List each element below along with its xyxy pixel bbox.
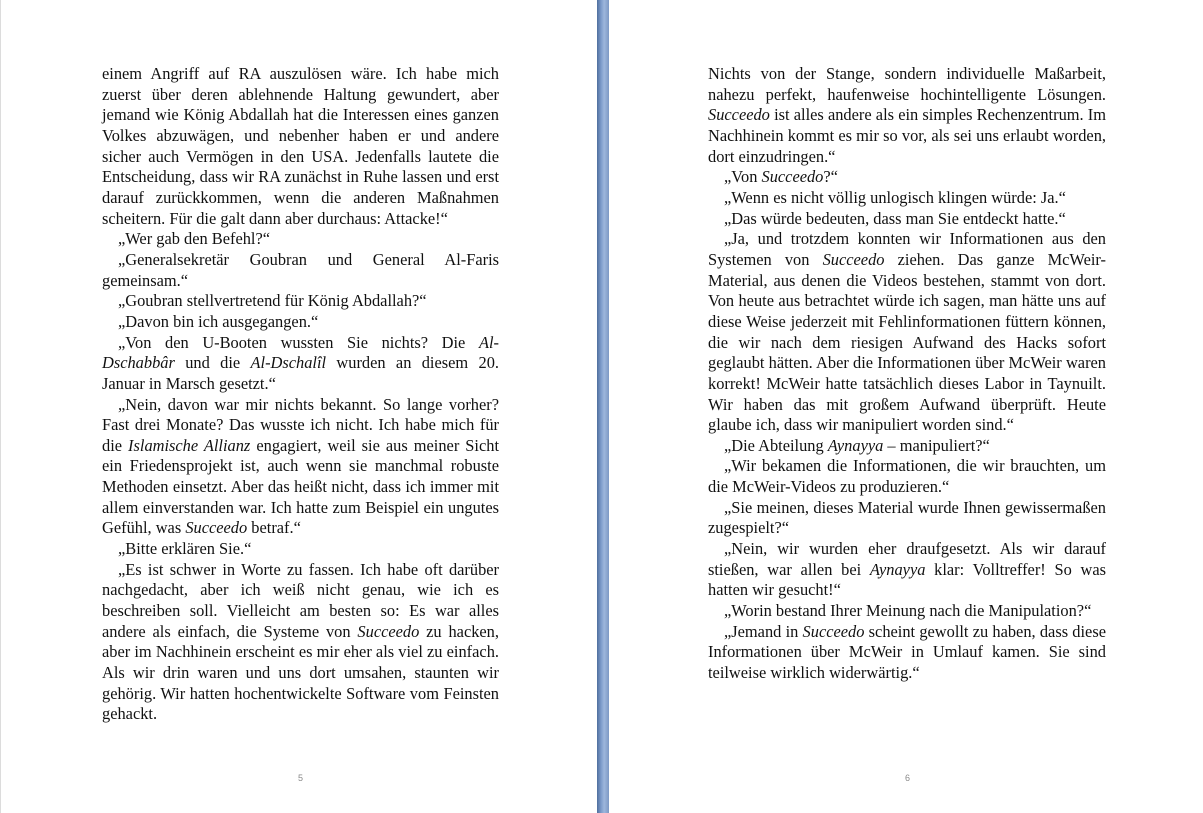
right-page-text (708, 64, 1106, 684)
text-run: „Ja, und trotzdem konnten wir Informationen aus den Systemen von (708, 229, 1106, 269)
text-run: betraf.“ (247, 518, 301, 538)
paragraph (102, 64, 499, 229)
paragraph (102, 333, 499, 395)
paragraph (708, 167, 1106, 188)
italic-run: Succeedo (761, 167, 824, 187)
text-run: „Wir bekamen die Informationen, die wir brauchten, um die McWeir-Videos zu produzieren.“ (708, 456, 1106, 497)
paragraph (102, 291, 499, 312)
paragraph (102, 229, 499, 250)
paragraph (102, 560, 499, 725)
text-run: ziehen. Das ganze McWeir-Material, aus denen die Videos bestehen, stammt von dort. Von heute aus betrachtet würde ich sagen, man hätte uns auf diese Weise jederzeit mit Fehlinformationen füttern können, die wir nach dem riesigen Aufwand des Hacks sofort geglaubt hätten. Aber die Informationen über McWeir waren korrekt! McWeir hatte tatsächlich dieses Labor in Taynuilt. Wir haben das mit großem Aufwand überprüft. Heute glaube ich, dass wir manipuliert worden sind.“ (708, 249, 1106, 435)
page-number-left: 5 (298, 773, 304, 783)
paragraph (708, 456, 1106, 497)
paragraph (708, 64, 1106, 167)
text-run: scheint gewollt zu haben, dass diese Informationen über McWeir in Umlauf kamen. Sie sind teilweise wirklich widerwärtig.“ (708, 621, 1106, 683)
text-run: „Das würde bedeuten, dass man Sie entdeckt hatte.“ (724, 208, 1066, 228)
paragraph (708, 436, 1106, 457)
italic-run: Aynayya (869, 559, 926, 579)
text-run: „Von (724, 167, 762, 187)
right-page (609, 0, 1203, 813)
paragraph (708, 539, 1106, 601)
text-run: „Goubran stellvertretend für König Abdallah?“ (118, 291, 427, 311)
italic-run: Succeedo (802, 621, 865, 641)
italic-run: Succeedo (357, 621, 420, 641)
text-run: wurden an diesem 20. Januar in Marsch gesetzt.“ (102, 353, 499, 393)
text-run: „Wenn es nicht völlig unlogisch klingen würde: Ja.“ (724, 187, 1066, 207)
italic-run: Al-Dschabbâr (102, 332, 499, 373)
text-run: zu hacken, aber im Nachhinein erscheint es mir eher als viel zu einfach. Als wir drin waren und uns dort umsahen, staunten wir gehörig. Wir hatten hochentwickelte Software vom Feinsten gehackt. (102, 621, 499, 724)
paragraph (708, 622, 1106, 684)
paragraph (102, 312, 499, 333)
paragraph (708, 209, 1106, 230)
text-run: ?“ (823, 167, 838, 187)
text-run: „Generalsekretär Goubran und General Al-Faris gemeinsam.“ (102, 249, 499, 290)
text-run: „Davon bin ich ausgegangen.“ (118, 311, 319, 331)
paragraph (708, 498, 1106, 539)
text-run: klar: Volltreffer! So was hatten wir gesucht!“ (708, 559, 1106, 600)
italic-run: Succeedo (822, 249, 885, 269)
text-run: „Von den U-Booten wussten Sie nichts? Die (118, 332, 479, 352)
paragraph (708, 601, 1106, 622)
text-run: einem Angriff auf RA auszulösen wäre. Ich habe mich zuerst über deren ablehnende Haltung gewundert, aber jemand wie König Abdallah hat die Interessen eines ganzen Volkes abzuwägen, und nebenher haben er und andere sicher auch Vermögen in den USA. Jedenfalls lautete die Entscheidung, dass wir RA zunächst in Ruhe lassen und erst darauf zurückkommen, wenn die anderen Maßnahmen scheitern. Für die galt dann aber durchaus: Attacke!“ (102, 64, 499, 228)
text-run: „Es ist schwer in Worte zu fassen. Ich habe oft darüber nachgedacht, aber ich weiß nicht genau, wie ich es beschreiben soll. Vielleicht am besten so: Es war alles andere als einfach, die Systeme von (102, 559, 499, 641)
page-gutter (597, 0, 609, 813)
text-run: „Worin bestand Ihrer Meinung nach die Manipulation?“ (724, 601, 1092, 621)
italic-run: Succeedo (185, 518, 248, 538)
page-number-right: 6 (905, 773, 911, 783)
paragraph (708, 229, 1106, 436)
text-run: „Nein, davon war mir nichts bekannt. So lange vorher? Fast drei Monate? Das wusste ich nicht. Ich habe mich für die (102, 394, 499, 455)
paragraph (102, 250, 499, 291)
italic-run: Aynayya (827, 435, 884, 455)
text-run: und die (174, 353, 251, 373)
text-run: Nichts von der Stange, sondern individuelle Maßarbeit, nahezu perfekt, haufenweise hochintelligente Lösungen. (708, 64, 1106, 104)
text-run: „Sie meinen, dieses Material wurde Ihnen gewissermaßen zugespielt?“ (708, 497, 1106, 538)
text-run: engagiert, weil sie aus meiner Sicht ein Friedensprojekt ist, auch wenn sie manchmal robuste Methoden einsetzt. Aber das heißt nicht, dass ich immer mit allem einverstanden war. Ich hatte zum Beispiel ein ungutes Gefühl, was (102, 435, 499, 538)
italic-run: Islamische Allianz (128, 435, 251, 455)
text-run: „Jemand in (724, 621, 803, 641)
left-page-text (102, 64, 499, 725)
paragraph (102, 539, 499, 560)
text-run: ist alles andere als ein simples Rechenzentrum. Im Nachhinein kommt es mir so vor, als sei uns erlaubt worden, dort einzudringen.“ (708, 105, 1106, 166)
italic-run: Succeedo (708, 105, 770, 125)
text-run: „Die Abteilung (724, 435, 828, 455)
text-run: „Wer gab den Befehl?“ (118, 229, 271, 249)
paragraph (102, 395, 499, 540)
italic-run: Al-Dschalîl (250, 353, 327, 373)
text-run: „Nein, wir wurden eher draufgesetzt. Als wir darauf stießen, war allen bei (708, 539, 1106, 579)
text-run: – manipuliert?“ (883, 435, 990, 455)
paragraph (708, 188, 1106, 209)
text-run: „Bitte erklären Sie.“ (118, 539, 252, 559)
left-page (0, 0, 597, 813)
